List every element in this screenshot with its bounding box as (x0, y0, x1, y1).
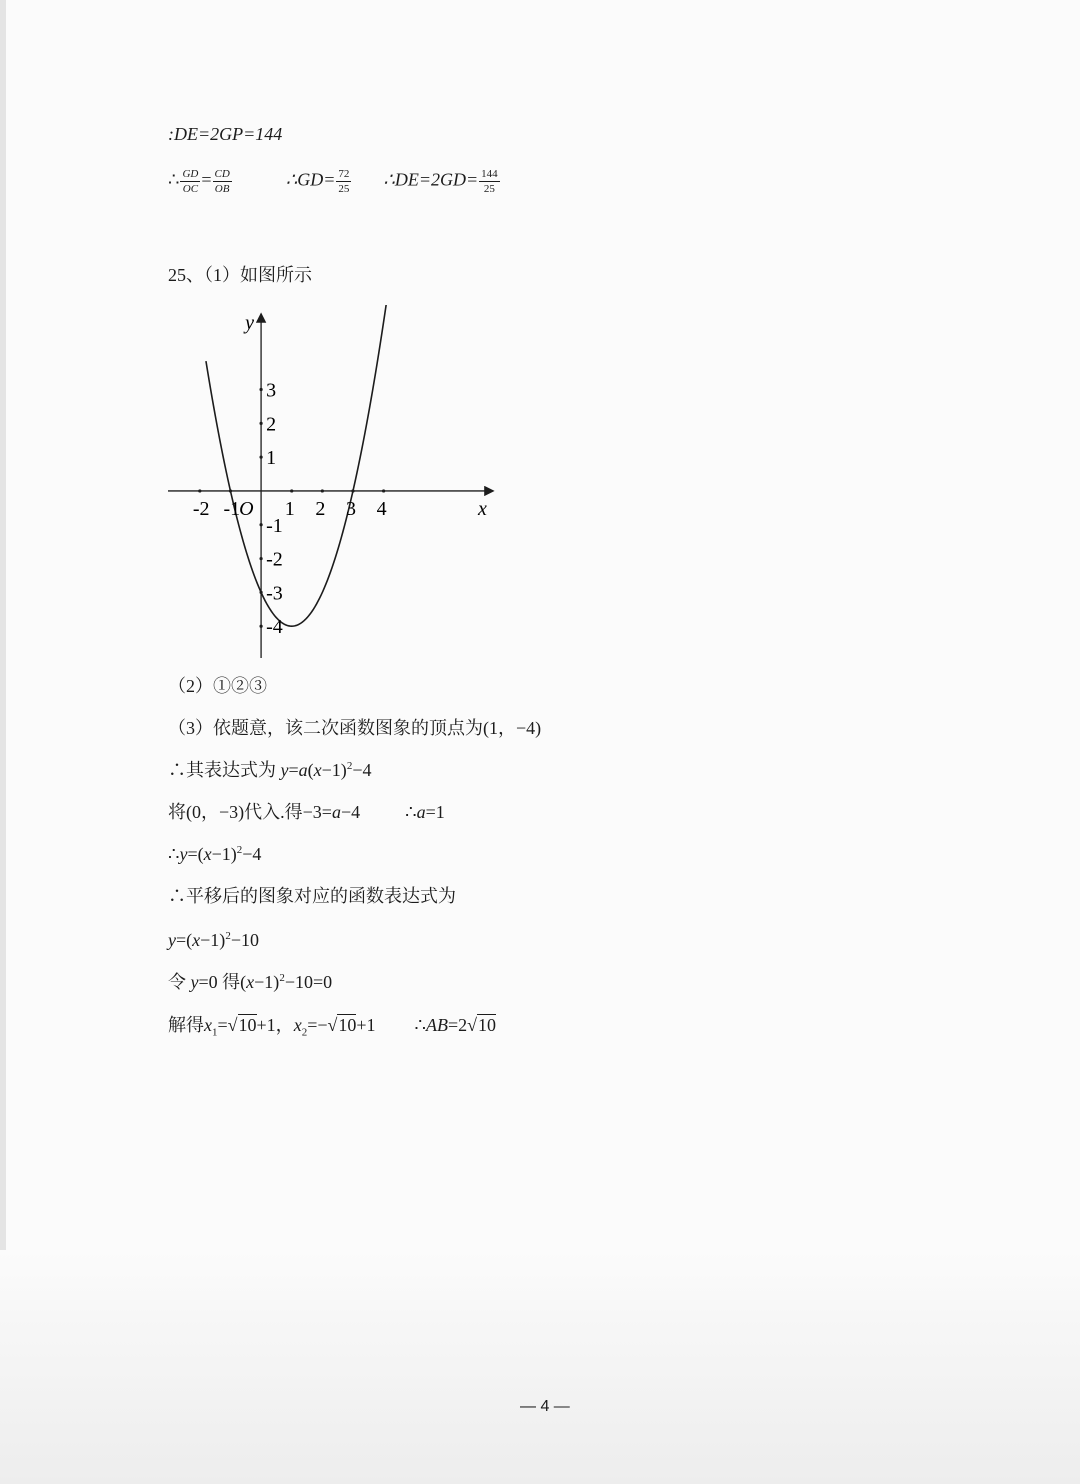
y-tick-label: -3 (266, 582, 283, 605)
y-tick-dot (259, 456, 262, 459)
line-de-2gp: :DE=2GP=144 (168, 124, 283, 144)
parabola-graph (160, 305, 500, 660)
gd-expression: ∴GD= (285, 169, 336, 190)
y-tick-label: 3 (266, 379, 277, 402)
y-tick-label: 1 (266, 447, 277, 470)
line-function-2: $y=(x-1)^2-10$ (168, 930, 259, 950)
line-expression: ∴其表达式为 $y=a(x-1)^2-4$ (168, 760, 372, 780)
y-tick-dot (259, 523, 262, 526)
line-set-zero: 令 y=0 得$(x-1)^2-10=0$ (168, 972, 333, 992)
x-tick-dot (290, 489, 293, 492)
fraction-72-25: $\frac{72}{25}$ (338, 168, 350, 196)
question-25-title: 25、（1）如图所示 (168, 265, 312, 285)
x-tick-label: 2 (315, 497, 326, 520)
x-tick-dot (382, 489, 385, 492)
y-tick-label: -1 (266, 514, 283, 537)
x-tick-label: 3 (345, 497, 356, 520)
x-axis-label: x (478, 497, 487, 520)
page-bottom-shadow (0, 1250, 1080, 1484)
line-shift-text: ∴平移后的图象对应的函数表达式为 (168, 886, 456, 906)
y-axis-label: y (245, 312, 254, 334)
y-tick-dot (259, 557, 262, 560)
de-expression: ∴DE=2GD= (383, 169, 479, 190)
x-tick-dot (321, 489, 324, 492)
x-tick-dot (198, 489, 201, 492)
line-fraction-equations: ∴ $\frac{GD}{OC}$ = $\frac{CD}{OB}$ ∴GD= $\frac{72}{25}$ ∴DE=2GD= $\frac{144}{25}$ (168, 168, 498, 196)
x-tick-labels (193, 498, 387, 520)
parabola-curve (206, 305, 393, 626)
part-2-answer: （2）①②③ (168, 676, 267, 696)
y-tick-label: 2 (266, 413, 277, 436)
x-tick-label: 1 (284, 497, 295, 520)
line-substitute: 将(0，−3)代入.得−3=a−4 ∴a=1 (168, 802, 445, 822)
x-tick-label: -2 (192, 497, 210, 520)
line-function-1: $\therefore y=(x-1)^2-4$ (168, 844, 262, 864)
y-tick-label: -2 (266, 548, 283, 571)
x-tick-label: -1 (223, 497, 241, 520)
y-tick-label: -4 (266, 616, 283, 639)
part-3-vertex: （3）依题意，该二次函数图象的顶点为(1，−4) (168, 718, 542, 738)
y-tick-dot (259, 422, 262, 425)
fraction-144-25: $\frac{144}{25}$ (481, 168, 498, 196)
fraction-gd-oc: $\frac{GD}{OC}$ (182, 168, 199, 196)
line-solution: 解得$x_1=√10+1$，$x_2=-√10+1$ ∴AB=2√10 (168, 1015, 497, 1039)
graph-axes (168, 315, 492, 658)
fraction-cd-ob: $\frac{CD}{OB}$ (214, 168, 230, 196)
x-tick-label: 4 (376, 497, 387, 520)
page-number: — 4 — (520, 1398, 570, 1415)
origin-label: O (239, 497, 254, 520)
y-tick-labels (266, 380, 283, 639)
y-tick-dot (259, 388, 262, 391)
y-tick-dot (259, 625, 262, 628)
